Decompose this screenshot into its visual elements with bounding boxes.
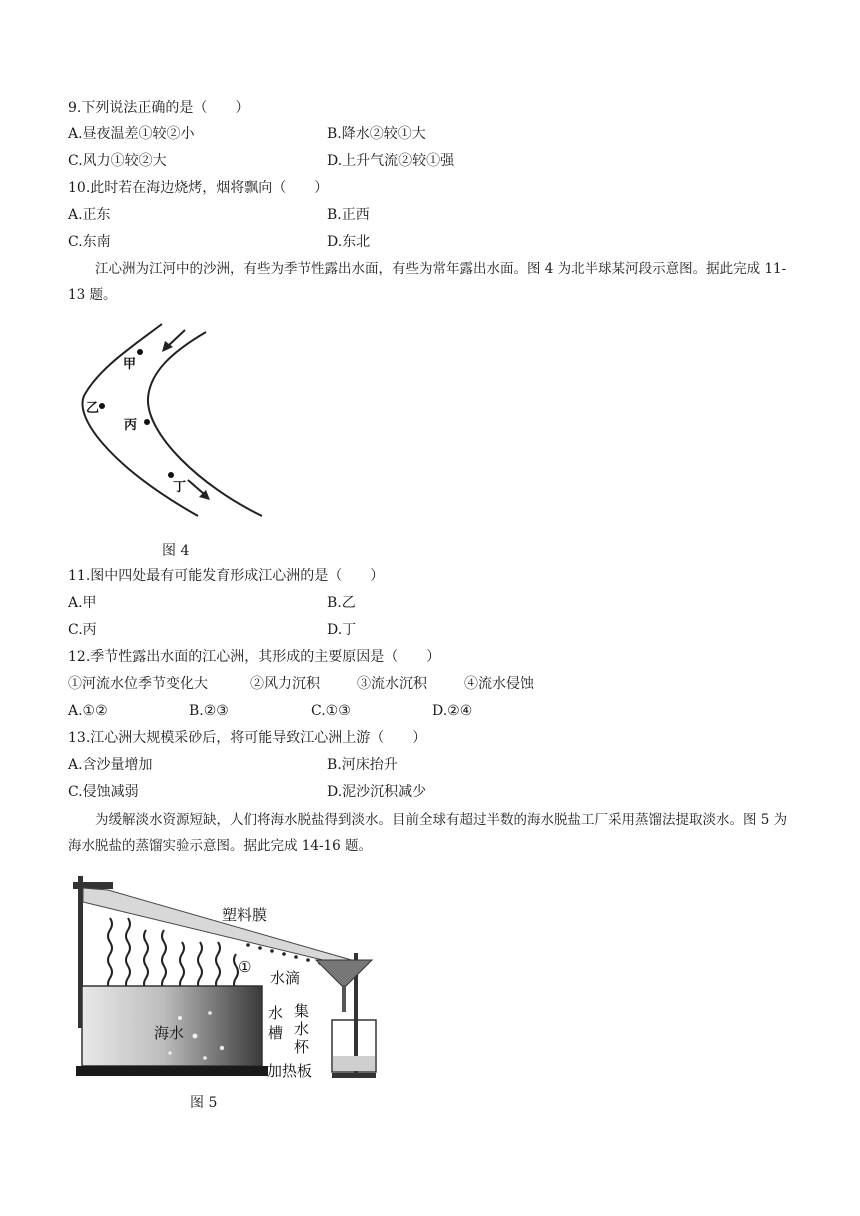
q9-stem: 9.下列说法正确的是（ ） [68, 100, 250, 116]
point-jia-label: 甲 [123, 357, 137, 372]
q12-option-b: B.②③ [189, 703, 229, 719]
q13-option-a: A.含沙量增加 [68, 757, 153, 773]
point-yi-label: 乙 [86, 401, 100, 416]
flow-arrow-downstream [188, 480, 204, 494]
q12-statement-3: ③流水沉积 [357, 676, 427, 692]
plastic-film-label: 塑料膜 [222, 906, 268, 924]
q11-option-b: B.乙 [327, 595, 356, 611]
q9-option-c: C.风力①较②大 [68, 153, 167, 169]
flow-arrow-upstream [168, 330, 185, 346]
q12-option-c: C.①③ [311, 703, 351, 719]
vapor-marker-label: ① [238, 958, 252, 976]
water-droplets-label: 水滴 [270, 969, 301, 987]
funnel [316, 960, 372, 986]
plastic-film [83, 888, 362, 968]
q13-option-c: C.侵蚀减弱 [68, 784, 139, 800]
point-ding-dot [168, 472, 174, 478]
q11-option-d: D.丁 [327, 622, 357, 638]
figure-4-caption: 图 4 [162, 543, 190, 559]
q13-stem: 13.江心洲大规模采砂后，将可能导致江心洲上游（ ） [68, 730, 427, 746]
q10-option-d: D.东北 [327, 234, 371, 250]
q12-option-d: D.②④ [432, 703, 473, 719]
cup-label-2: 水 [294, 1020, 310, 1038]
passage-1 [68, 256, 798, 308]
tank-label-2: 槽 [268, 1024, 284, 1042]
q9-option-d: D.上升气流②较①强 [327, 153, 455, 169]
q10-option-c: C.东南 [68, 234, 111, 250]
cup-label-1: 集 [294, 1002, 310, 1020]
river-bank-inner [148, 332, 262, 516]
q11-stem: 11.图中四处最有可能发育形成江心洲的是（ ） [68, 568, 385, 584]
q12-stem: 12.季节性露出水面的江心洲，其形成的主要原因是（ ） [68, 649, 441, 665]
point-yi-dot [99, 403, 105, 409]
figure-5-caption: 图 5 [190, 1095, 218, 1111]
point-jia-dot [137, 349, 143, 355]
funnel-stem [342, 986, 346, 1012]
q12-statement-1: ①河流水位季节变化大 [68, 676, 208, 692]
heating-plate [76, 1066, 268, 1076]
point-ding-label: 丁 [173, 480, 187, 495]
figure-4-river-diagram [70, 316, 275, 521]
q12-statement-2: ②风力沉积 [250, 676, 320, 692]
cup-label-3: 杯 [294, 1038, 310, 1056]
passage-1-text: 江心洲为江河中的沙洲，有些为季节性露出水面，有些为常年露出水面。图 4 为北半球某河段示意图。据此完成 11-13 题。 [68, 261, 787, 303]
collected-water [333, 1056, 375, 1071]
figure-5-distillation-diagram [70, 868, 410, 1084]
q10-stem: 10.此时若在海边烧烤，烟将飘向（ ） [68, 180, 329, 196]
q11-option-c: C.丙 [68, 622, 97, 638]
point-bing-dot [144, 419, 150, 425]
passage-2-text: 为缓解淡水资源短缺，人们将海水脱盐得到淡水。目前全球有超过半数的海水脱盐工厂采用蒸馏法提取淡水。图 5 为海水脱盐的蒸馏实验示意图。据此完成 14-16 题。 [68, 812, 788, 854]
q9-option-a: A.昼夜温差①较②小 [68, 126, 195, 142]
q12-statement-4: ④流水侵蚀 [464, 676, 534, 692]
q13-option-d: D.泥沙沉积减少 [327, 784, 427, 800]
point-bing-label: 丙 [124, 418, 138, 433]
q13-option-b: B.河床抬升 [327, 757, 398, 773]
seawater-label: 海水 [154, 1024, 185, 1042]
tank-label-1: 水 [268, 1004, 284, 1022]
funnel-stand-base [332, 1073, 376, 1078]
q10-option-a: A.正东 [68, 207, 111, 223]
q11-option-a: A.甲 [68, 595, 97, 611]
q12-option-a: A.①② [68, 703, 108, 719]
passage-2 [68, 807, 798, 859]
q10-option-b: B.正西 [327, 207, 370, 223]
heating-plate-label: 加热板 [267, 1062, 313, 1080]
stand-clamp [73, 882, 113, 889]
q9-option-b: B.降水②较①大 [327, 126, 426, 142]
